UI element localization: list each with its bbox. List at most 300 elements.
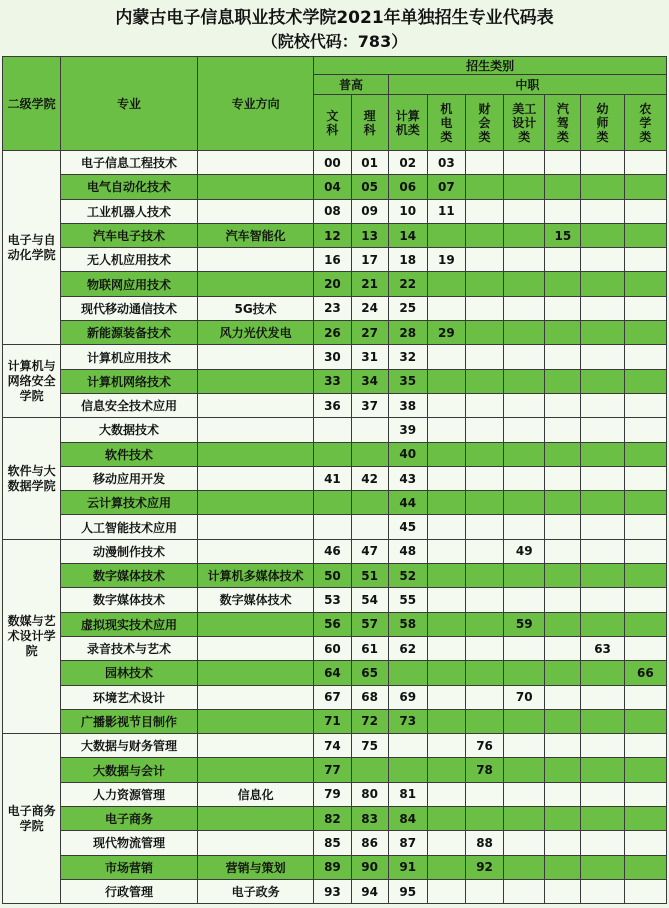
code-cell: 95 xyxy=(388,879,427,903)
table-row xyxy=(3,272,667,296)
header-zhongzhi: 中职 xyxy=(388,75,666,95)
code-cell xyxy=(314,442,351,466)
code-cell xyxy=(545,661,581,685)
code-cell: 30 xyxy=(314,345,351,369)
code-cell xyxy=(504,418,545,442)
code-cell xyxy=(351,491,388,515)
code-cell xyxy=(465,685,503,709)
major-direction xyxy=(197,734,314,758)
code-cell: 77 xyxy=(314,758,351,782)
major-direction xyxy=(197,831,314,855)
major-direction: 5G技术 xyxy=(197,296,314,320)
code-cell xyxy=(504,879,545,903)
code-cell: 43 xyxy=(388,466,427,490)
code-cell: 67 xyxy=(314,685,351,709)
code-cell xyxy=(581,321,624,345)
code-cell xyxy=(624,418,666,442)
code-cell xyxy=(581,588,624,612)
major-code-table xyxy=(2,56,667,904)
code-cell: 76 xyxy=(465,734,503,758)
code-cell: 29 xyxy=(427,321,465,345)
code-cell xyxy=(581,345,624,369)
code-cell xyxy=(427,661,465,685)
header-major: 专业 xyxy=(61,57,198,151)
code-cell xyxy=(465,151,503,175)
code-cell: 45 xyxy=(388,515,427,539)
code-cell xyxy=(314,418,351,442)
table-row xyxy=(3,151,667,175)
major-name: 无人机应用技术 xyxy=(61,248,198,272)
major-name: 虚拟现实技术应用 xyxy=(61,612,198,636)
code-cell xyxy=(351,442,388,466)
code-cell: 64 xyxy=(314,661,351,685)
table-row xyxy=(3,199,667,223)
code-cell xyxy=(624,345,666,369)
code-cell xyxy=(624,272,666,296)
code-cell: 00 xyxy=(314,151,351,175)
code-cell: 40 xyxy=(388,442,427,466)
code-cell xyxy=(624,636,666,660)
code-cell xyxy=(581,831,624,855)
major-direction: 电子政务 xyxy=(197,879,314,903)
code-cell xyxy=(545,248,581,272)
code-cell xyxy=(465,491,503,515)
major-name: 计算机应用技术 xyxy=(61,345,198,369)
major-direction xyxy=(197,807,314,831)
code-cell: 58 xyxy=(388,612,427,636)
code-cell xyxy=(427,636,465,660)
code-cell xyxy=(427,296,465,320)
code-cell xyxy=(388,661,427,685)
code-cell xyxy=(545,855,581,879)
code-cell xyxy=(581,782,624,806)
table-row xyxy=(3,223,667,247)
header-col-8: 农 学 类 xyxy=(624,95,666,151)
code-cell xyxy=(581,223,624,247)
code-cell: 39 xyxy=(388,418,427,442)
code-cell: 21 xyxy=(351,272,388,296)
table-row xyxy=(3,175,667,199)
table-row xyxy=(3,393,667,417)
code-cell xyxy=(427,734,465,758)
code-cell xyxy=(581,515,624,539)
code-cell: 85 xyxy=(314,831,351,855)
table-row xyxy=(3,709,667,733)
major-direction: 数字媒体技术 xyxy=(197,588,314,612)
code-cell xyxy=(545,685,581,709)
code-cell: 65 xyxy=(351,661,388,685)
code-cell xyxy=(427,369,465,393)
code-cell: 60 xyxy=(314,636,351,660)
code-cell xyxy=(504,393,545,417)
table-row xyxy=(3,807,667,831)
code-cell xyxy=(504,248,545,272)
header-col-4: 财 会 类 xyxy=(465,95,503,151)
code-cell xyxy=(504,175,545,199)
major-name: 广播影视节目制作 xyxy=(61,709,198,733)
code-cell: 71 xyxy=(314,709,351,733)
code-cell xyxy=(624,807,666,831)
code-cell xyxy=(624,442,666,466)
code-cell xyxy=(504,272,545,296)
code-cell xyxy=(504,709,545,733)
major-direction xyxy=(197,636,314,660)
code-cell: 70 xyxy=(504,685,545,709)
code-cell xyxy=(624,393,666,417)
code-cell xyxy=(545,369,581,393)
code-cell xyxy=(624,369,666,393)
code-cell xyxy=(624,539,666,563)
major-name: 环境艺术设计 xyxy=(61,685,198,709)
code-cell xyxy=(465,661,503,685)
major-name: 电气自动化技术 xyxy=(61,175,198,199)
code-cell xyxy=(465,248,503,272)
code-cell: 72 xyxy=(351,709,388,733)
table-row xyxy=(3,612,667,636)
code-cell xyxy=(545,612,581,636)
code-cell xyxy=(624,685,666,709)
code-cell xyxy=(427,709,465,733)
code-cell xyxy=(314,515,351,539)
code-cell xyxy=(545,539,581,563)
code-cell: 87 xyxy=(388,831,427,855)
code-cell xyxy=(504,782,545,806)
code-cell xyxy=(504,636,545,660)
code-cell: 62 xyxy=(388,636,427,660)
code-cell xyxy=(427,418,465,442)
major-name: 工业机器人技术 xyxy=(61,199,198,223)
code-cell: 46 xyxy=(314,539,351,563)
code-cell xyxy=(581,491,624,515)
table-row xyxy=(3,831,667,855)
code-cell xyxy=(427,442,465,466)
code-cell: 94 xyxy=(351,879,388,903)
major-direction xyxy=(197,345,314,369)
code-cell xyxy=(427,831,465,855)
code-cell xyxy=(624,588,666,612)
table-row xyxy=(3,758,667,782)
code-cell xyxy=(504,345,545,369)
code-cell xyxy=(465,782,503,806)
code-cell xyxy=(545,588,581,612)
major-name: 大数据与会计 xyxy=(61,758,198,782)
code-cell xyxy=(581,709,624,733)
code-cell xyxy=(504,831,545,855)
major-direction xyxy=(197,248,314,272)
code-cell: 88 xyxy=(465,831,503,855)
code-cell: 57 xyxy=(351,612,388,636)
code-cell xyxy=(465,296,503,320)
code-cell xyxy=(465,393,503,417)
code-cell xyxy=(504,369,545,393)
code-cell xyxy=(427,879,465,903)
table-row xyxy=(3,248,667,272)
code-cell xyxy=(545,442,581,466)
code-cell xyxy=(581,248,624,272)
code-cell xyxy=(427,272,465,296)
code-cell: 89 xyxy=(314,855,351,879)
table-row xyxy=(3,734,667,758)
major-name: 新能源装备技术 xyxy=(61,321,198,345)
code-cell: 38 xyxy=(388,393,427,417)
code-cell: 18 xyxy=(388,248,427,272)
code-cell: 05 xyxy=(351,175,388,199)
major-name: 物联网应用技术 xyxy=(61,272,198,296)
table-row xyxy=(3,296,667,320)
header-col-1: 理 科 xyxy=(351,95,388,151)
code-cell: 91 xyxy=(388,855,427,879)
code-cell: 53 xyxy=(314,588,351,612)
major-name: 移动应用开发 xyxy=(61,466,198,490)
major-direction: 信息化 xyxy=(197,782,314,806)
major-direction xyxy=(197,661,314,685)
major-direction xyxy=(197,175,314,199)
major-direction: 营销与策划 xyxy=(197,855,314,879)
code-cell xyxy=(465,466,503,490)
code-cell xyxy=(427,612,465,636)
code-cell xyxy=(465,515,503,539)
college-name: 计算机与网络安全学院 xyxy=(3,345,61,418)
code-cell: 55 xyxy=(388,588,427,612)
code-cell xyxy=(388,734,427,758)
code-cell: 44 xyxy=(388,491,427,515)
code-cell xyxy=(624,466,666,490)
table-row xyxy=(3,345,667,369)
code-cell xyxy=(427,758,465,782)
code-cell: 93 xyxy=(314,879,351,903)
table-row xyxy=(3,466,667,490)
code-cell xyxy=(427,588,465,612)
header-col-2: 计算 机类 xyxy=(388,95,427,151)
code-cell xyxy=(504,296,545,320)
code-cell xyxy=(624,491,666,515)
code-cell xyxy=(351,515,388,539)
code-cell xyxy=(427,223,465,247)
code-cell: 34 xyxy=(351,369,388,393)
code-cell xyxy=(504,442,545,466)
code-cell xyxy=(624,782,666,806)
page-title: 内蒙古电子信息职业技术学院2021年单独招生专业代码表 xyxy=(115,8,554,28)
code-cell xyxy=(427,466,465,490)
code-cell xyxy=(545,709,581,733)
code-cell xyxy=(545,491,581,515)
major-direction xyxy=(197,612,314,636)
code-cell xyxy=(504,223,545,247)
code-cell: 12 xyxy=(314,223,351,247)
code-cell xyxy=(465,442,503,466)
code-cell xyxy=(427,564,465,588)
code-cell: 75 xyxy=(351,734,388,758)
code-cell: 14 xyxy=(388,223,427,247)
table-row xyxy=(3,588,667,612)
code-cell xyxy=(427,515,465,539)
code-cell: 63 xyxy=(581,636,624,660)
code-cell xyxy=(465,564,503,588)
code-cell xyxy=(581,199,624,223)
code-cell xyxy=(545,272,581,296)
code-cell: 02 xyxy=(388,151,427,175)
code-cell: 19 xyxy=(427,248,465,272)
code-cell xyxy=(351,758,388,782)
code-cell: 28 xyxy=(388,321,427,345)
header-col-6: 汽 驾 类 xyxy=(545,95,581,151)
header-col-5: 美工 设计 类 xyxy=(504,95,545,151)
code-cell: 73 xyxy=(388,709,427,733)
major-name: 云计算技术应用 xyxy=(61,491,198,515)
college-name: 电子商务学院 xyxy=(3,734,61,904)
code-cell xyxy=(465,636,503,660)
major-name: 录音技术与艺术 xyxy=(61,636,198,660)
major-name: 人工智能技术应用 xyxy=(61,515,198,539)
code-cell: 13 xyxy=(351,223,388,247)
major-direction: 汽车智能化 xyxy=(197,223,314,247)
code-cell: 33 xyxy=(314,369,351,393)
code-cell xyxy=(581,175,624,199)
code-cell: 04 xyxy=(314,175,351,199)
code-cell: 09 xyxy=(351,199,388,223)
code-cell xyxy=(465,175,503,199)
major-direction xyxy=(197,199,314,223)
code-cell xyxy=(427,345,465,369)
header-col-7: 幼 师 类 xyxy=(581,95,624,151)
code-cell: 41 xyxy=(314,466,351,490)
code-cell: 23 xyxy=(314,296,351,320)
header-category: 招生类别 xyxy=(314,57,667,75)
code-cell xyxy=(465,807,503,831)
code-cell xyxy=(624,758,666,782)
code-cell xyxy=(427,685,465,709)
code-cell: 54 xyxy=(351,588,388,612)
code-cell xyxy=(624,879,666,903)
code-cell: 69 xyxy=(388,685,427,709)
code-cell xyxy=(545,831,581,855)
code-cell: 07 xyxy=(427,175,465,199)
code-cell xyxy=(581,393,624,417)
code-cell xyxy=(545,151,581,175)
code-cell: 25 xyxy=(388,296,427,320)
code-cell xyxy=(545,321,581,345)
code-cell: 50 xyxy=(314,564,351,588)
code-cell xyxy=(504,321,545,345)
code-cell: 82 xyxy=(314,807,351,831)
code-cell xyxy=(545,636,581,660)
table-row xyxy=(3,685,667,709)
code-cell xyxy=(504,661,545,685)
code-cell xyxy=(504,491,545,515)
major-name: 数字媒体技术 xyxy=(61,564,198,588)
major-name: 计算机网络技术 xyxy=(61,369,198,393)
major-name: 电子商务 xyxy=(61,807,198,831)
code-cell xyxy=(504,758,545,782)
code-cell: 11 xyxy=(427,199,465,223)
code-cell xyxy=(624,223,666,247)
major-name: 大数据与财务管理 xyxy=(61,734,198,758)
code-cell xyxy=(545,564,581,588)
major-direction: 计算机多媒体技术 xyxy=(197,564,314,588)
code-cell: 66 xyxy=(624,661,666,685)
code-cell xyxy=(581,758,624,782)
code-cell xyxy=(504,855,545,879)
major-name: 市场营销 xyxy=(61,855,198,879)
code-cell xyxy=(545,782,581,806)
major-direction xyxy=(197,709,314,733)
major-direction xyxy=(197,151,314,175)
code-cell: 10 xyxy=(388,199,427,223)
header-putong: 普高 xyxy=(314,75,388,95)
code-cell xyxy=(545,879,581,903)
code-cell xyxy=(545,466,581,490)
major-direction xyxy=(197,418,314,442)
code-cell: 01 xyxy=(351,151,388,175)
code-cell xyxy=(624,151,666,175)
code-cell xyxy=(465,345,503,369)
code-cell: 42 xyxy=(351,466,388,490)
code-cell: 16 xyxy=(314,248,351,272)
code-cell: 84 xyxy=(388,807,427,831)
major-direction xyxy=(197,758,314,782)
code-cell xyxy=(465,612,503,636)
code-cell xyxy=(427,491,465,515)
code-cell xyxy=(504,515,545,539)
code-cell xyxy=(624,515,666,539)
code-cell xyxy=(581,661,624,685)
major-direction xyxy=(197,491,314,515)
institution-code: （院校代码：783） xyxy=(261,32,408,51)
code-cell xyxy=(624,199,666,223)
college-name: 电子与自动化学院 xyxy=(3,151,61,345)
table-row xyxy=(3,636,667,660)
code-cell: 81 xyxy=(388,782,427,806)
code-cell: 49 xyxy=(504,539,545,563)
code-cell: 56 xyxy=(314,612,351,636)
code-cell xyxy=(581,685,624,709)
code-cell: 83 xyxy=(351,807,388,831)
code-cell: 78 xyxy=(465,758,503,782)
code-cell: 61 xyxy=(351,636,388,660)
code-cell xyxy=(624,855,666,879)
code-cell xyxy=(581,466,624,490)
code-cell xyxy=(545,393,581,417)
code-cell: 36 xyxy=(314,393,351,417)
code-cell: 92 xyxy=(465,855,503,879)
code-cell: 20 xyxy=(314,272,351,296)
major-direction xyxy=(197,442,314,466)
code-cell: 32 xyxy=(388,345,427,369)
code-cell xyxy=(624,175,666,199)
table-row xyxy=(3,782,667,806)
code-cell xyxy=(545,734,581,758)
code-cell xyxy=(581,807,624,831)
code-cell: 08 xyxy=(314,199,351,223)
table-row xyxy=(3,321,667,345)
code-cell xyxy=(465,369,503,393)
code-cell: 22 xyxy=(388,272,427,296)
code-cell xyxy=(504,588,545,612)
major-name: 人力资源管理 xyxy=(61,782,198,806)
code-cell xyxy=(581,612,624,636)
code-cell xyxy=(388,758,427,782)
code-cell xyxy=(545,296,581,320)
major-name: 动漫制作技术 xyxy=(61,539,198,563)
code-cell: 68 xyxy=(351,685,388,709)
header-col-3: 机 电 类 xyxy=(427,95,465,151)
code-cell xyxy=(624,564,666,588)
code-cell: 35 xyxy=(388,369,427,393)
major-name: 园林技术 xyxy=(61,661,198,685)
table-row xyxy=(3,855,667,879)
table-row xyxy=(3,539,667,563)
code-cell: 79 xyxy=(314,782,351,806)
